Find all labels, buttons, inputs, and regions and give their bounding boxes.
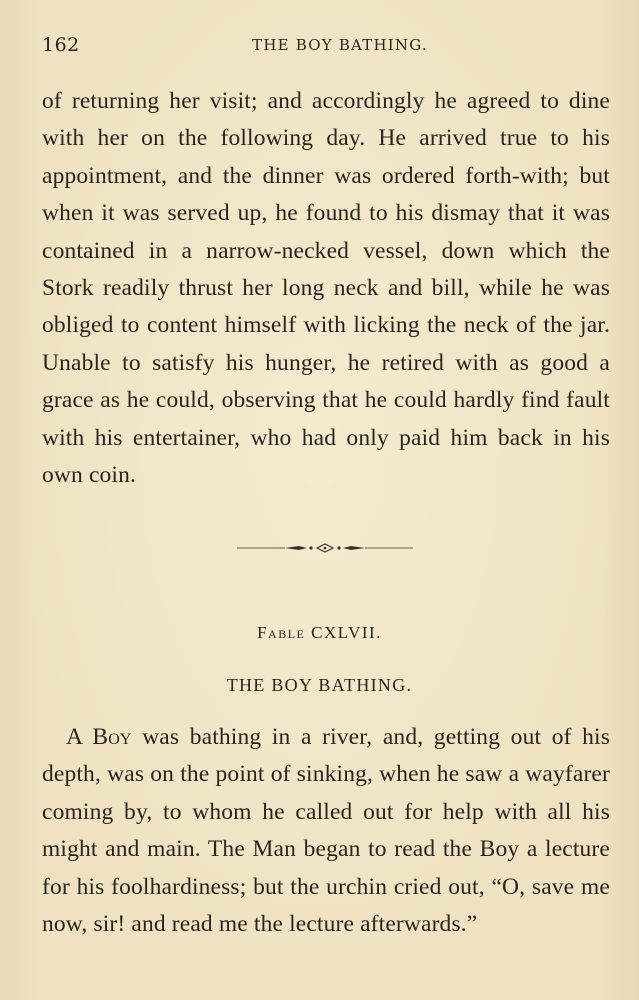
page-number: 162: [42, 34, 80, 56]
opening-word: A: [66, 724, 82, 750]
fable-title: THE BOY BATHING.: [226, 675, 413, 695]
previous-fable-paragraph: of returning her visit; and accordingly he agreed to dine with her on the following day. He arrived true to his appointment, and the dinner was ordered forth-with; but when it was served up, he found to his dismay that it was contained in a narrow-necked vessel, down which the Stork readily thrust her long neck and bill, while he was obliged to content himself with licking the neck of the jar. Unable to satisfy his hunger, he retired with as good a grace as he could, observing that he could hardly find fault with his entertainer, who had only paid him back in his own coin.: [42, 88, 610, 489]
page-header: [42, 34, 608, 60]
fable-label: Fable: [257, 623, 306, 642]
fable-paragraph: [42, 719, 610, 943]
fable-body-text: was bathing in a river, and, getting out of his depth, was on the point of sinking, when he saw a wayfarer coming by, to whom he called out for help with all his might and main. The Man began to read the Boy a lecture for his foolhardiness; but the urchin cried out, “O, save me now, sir! and read me the lecture afterwards.”: [42, 724, 610, 938]
fable-number-heading: [0, 623, 639, 643]
running-head: THE BOY BATHING.: [252, 36, 428, 54]
section-divider-ornament: [237, 537, 413, 559]
fable-number: CXLVII.: [311, 623, 382, 642]
opening-smallcaps-word: Boy: [92, 724, 132, 750]
